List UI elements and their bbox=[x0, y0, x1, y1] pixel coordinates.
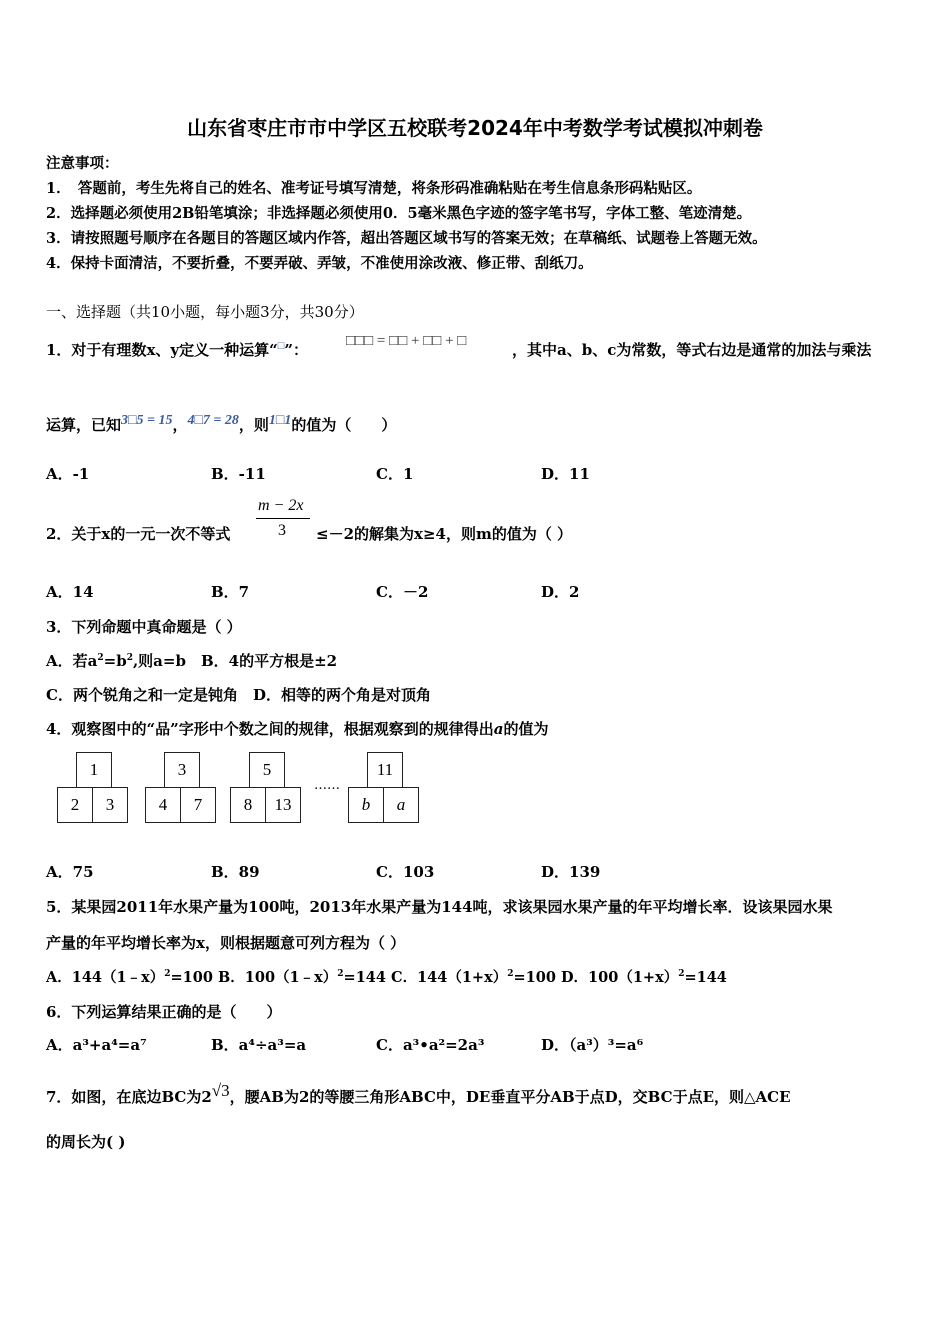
q1-text: ，则 bbox=[238, 416, 269, 434]
pin-right-box: 13 bbox=[265, 787, 301, 823]
q5-exponent: 2 bbox=[678, 969, 685, 980]
q1-text: ， bbox=[172, 416, 188, 434]
q7-text: 7．如图，在底边BC为2 bbox=[46, 1088, 212, 1106]
q2-text: ≤－2的解集为x≥4，则m的值为（ ） bbox=[316, 525, 573, 543]
exam-title: 山东省枣庄市市中学区五校联考2024年中考数学考试模拟冲刺卷 bbox=[187, 116, 763, 140]
pin-left-box: 8 bbox=[230, 787, 266, 823]
q2-text: 2．关于x的一元一次不等式 bbox=[46, 525, 231, 543]
q6-option-b: B．a⁴÷a³=a bbox=[211, 1036, 307, 1054]
q5-option-c: C．144（1+x） bbox=[391, 969, 508, 986]
question-1-line-1 bbox=[46, 339, 308, 360]
q1-option-d: D．11 bbox=[541, 465, 590, 483]
q5-exponent: 2 bbox=[507, 969, 514, 980]
q4-option-a: A．75 bbox=[46, 863, 94, 881]
q1-option-a: A．-1 bbox=[46, 465, 90, 483]
pin-top-box: 1 bbox=[76, 752, 112, 788]
q3-option-a-text: =b bbox=[103, 652, 127, 670]
pin-left-box: 2 bbox=[57, 787, 93, 823]
q3-option-ab: A．若$a^2=b^2$,则a=b B．4的平方根是±2 bbox=[46, 652, 338, 670]
q4-text-part: 4．观察图中的“品”字形中个数之间的规律，根据观察到的规律得出 bbox=[46, 720, 494, 738]
q5-option-c: =100 bbox=[513, 969, 556, 986]
q5-line-2: 产量的年平均增长率为x，则根据题意可列方程为（ ） bbox=[46, 934, 406, 952]
pin-top-box: 11 bbox=[367, 752, 403, 788]
q2-option-a: A．14 bbox=[46, 583, 94, 601]
q1-text: ”： bbox=[284, 341, 309, 359]
q5-option-a: =100 bbox=[170, 969, 213, 986]
q6-option-c: C．a³•a²=2a³ bbox=[376, 1036, 485, 1054]
q1-text: ，其中a、b、c为常数，等式右边是通常的加法与乘法 bbox=[512, 341, 872, 359]
q5-exponent: 2 bbox=[337, 969, 344, 980]
q2-option-d: D．2 bbox=[541, 583, 580, 601]
q3-option-a-text: ,则a=b B．4的平方根是±2 bbox=[132, 652, 338, 670]
q1-equation: 4□7 = 28 bbox=[187, 413, 239, 428]
q7-line-2: 的周长为( ) bbox=[46, 1133, 126, 1151]
q4-option-b: B．89 bbox=[211, 863, 260, 881]
q5-option-b: =144 bbox=[343, 969, 386, 986]
q2-numerator: m − 2x bbox=[258, 497, 304, 514]
pin-top-box: 3 bbox=[164, 752, 200, 788]
notes-heading: 注意事项： bbox=[46, 155, 119, 172]
q1-text: 的值为（ ） bbox=[291, 416, 397, 434]
pin-left-box: b bbox=[348, 787, 384, 823]
q6-text: 6．下列运算结果正确的是（ ） bbox=[46, 1003, 282, 1021]
q7-text: ，腰AB为2的等腰三角形ABC中，DE垂直平分AB于点D，交BC于点E，则△ACE bbox=[229, 1088, 791, 1106]
q5-options bbox=[46, 966, 727, 987]
q1-equation: 1□1 bbox=[268, 413, 292, 428]
ellipsis: …… bbox=[314, 778, 340, 793]
q6-option-a: A．a³+a⁴=a⁷ bbox=[46, 1036, 147, 1054]
q4-text-part: 的值为 bbox=[503, 720, 549, 738]
q1-formula: □□□ = □□ + □□ + □ bbox=[346, 333, 467, 349]
q2-fraction-bar bbox=[256, 518, 310, 519]
q5-exponent: 2 bbox=[164, 969, 171, 980]
pin-right-box: a bbox=[383, 787, 419, 823]
q6-option-d: D．（a³）³=a⁶ bbox=[541, 1036, 644, 1054]
q5-option-a: A．144（1﹣x） bbox=[46, 969, 165, 986]
q5-line-1: 5．某果园2011年水果产量为100吨，2013年水果产量为144吨，求该果园水果产量的年平均增长率．设该果园水果 bbox=[46, 898, 833, 916]
q1-operator: □ bbox=[277, 340, 285, 352]
q5-option-d: =144 bbox=[684, 969, 727, 986]
note-item: 4．保持卡面清洁，不要折叠，不要弄破、弄皱，不准使用涂改液、修正带、刮纸刀。 bbox=[46, 255, 593, 272]
q1-option-c: C．1 bbox=[376, 465, 414, 483]
q4-option-d: D．139 bbox=[541, 863, 601, 881]
pin-right-box: 7 bbox=[180, 787, 216, 823]
q4-variable: a bbox=[493, 720, 504, 738]
q2-denominator: 3 bbox=[278, 522, 286, 539]
note-item: 2．选择题必须使用2B铅笔填涂；非选择题必须使用0．5毫米黑色字迹的签字笔书写，字体工整、笔迹清楚。 bbox=[46, 205, 752, 222]
q2-option-c: C．－2 bbox=[376, 583, 429, 601]
q4-option-c: C．103 bbox=[376, 863, 435, 881]
pin-right-box: 3 bbox=[92, 787, 128, 823]
q3-option-cd: C．两个锐角之和一定是钝角 D．相等的两个角是对顶角 bbox=[46, 686, 431, 704]
pin-left-box: 4 bbox=[145, 787, 181, 823]
q5-option-d: D．100（1+x） bbox=[560, 969, 679, 986]
q7-sqrt: √3 bbox=[211, 1081, 230, 1100]
section-heading: 一、选择题（共10小题，每小题3分，共30分） bbox=[46, 303, 364, 321]
question-1-line-2 bbox=[46, 413, 396, 435]
note-item: 1． 答题前，考生先将自己的姓名、准考证号填写清楚，将条形码准确粘贴在考生信息条形码粘贴区。 bbox=[46, 180, 702, 197]
note-item: 3．请按照题号顺序在各题目的答题区域内作答，超出答题区域书写的答案无效；在草稿纸、试题卷上答题无效。 bbox=[46, 230, 767, 247]
q1-equation: 3□5 = 15 bbox=[121, 413, 173, 428]
q7-line-1 bbox=[46, 1081, 791, 1107]
q2-option-b: B．7 bbox=[211, 583, 250, 601]
q1-text: 1．对于有理数x、y定义一种运算“ bbox=[46, 341, 278, 359]
q4-text bbox=[46, 718, 548, 739]
q5-option-b: B．100（1﹣x） bbox=[218, 969, 338, 986]
q3-text: 3．下列命题中真命题是（ ） bbox=[46, 618, 242, 636]
q3-option-a-text: A．若a bbox=[46, 652, 98, 670]
pin-top-box: 5 bbox=[249, 752, 285, 788]
q1-text: 运算，已知 bbox=[46, 416, 122, 434]
q1-option-b: B．-11 bbox=[211, 465, 266, 483]
